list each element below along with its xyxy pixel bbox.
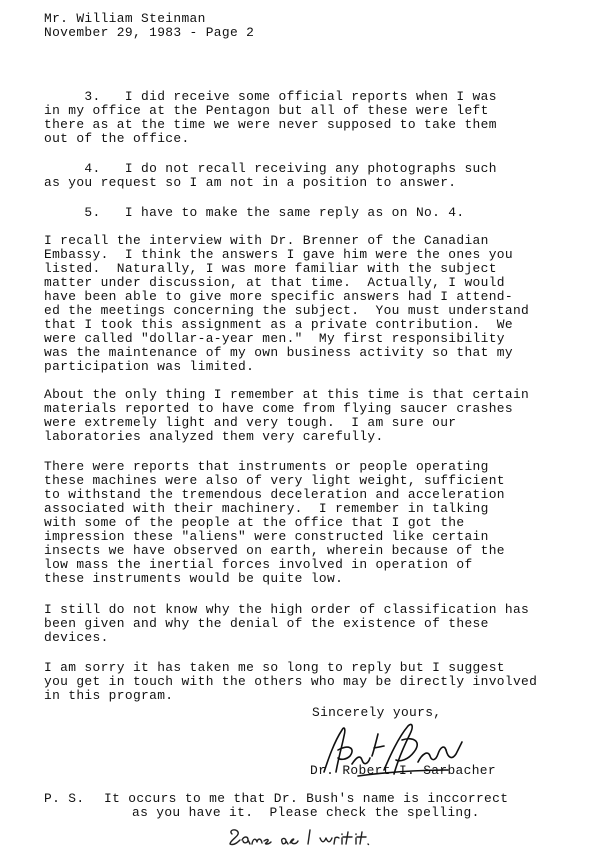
text-line: insects we have observed on earth, wherein because of the [44,543,505,558]
text-line: materials reported to have come from flying saucer crashes [44,401,513,416]
text-line: impression these "aliens" were constructed like certain [44,529,489,544]
text-line: associated with their machinery. I remember in talking [44,501,489,516]
date-page-line: November 29, 1983 - Page 2 [44,25,255,40]
text-line: was the maintenance of my own business activity so that my [44,345,513,360]
text-line: out of the office. [44,131,190,146]
text-line: with some of the people at the office that I got the [44,515,465,530]
text-line: listed. Naturally, I was more familiar with the subject [44,261,497,276]
text-line: in this program. [44,688,174,703]
text-line: I am sorry it has taken me so long to reply but I suggest [44,660,505,675]
recipient-line: Mr. William Steinman [44,11,206,26]
text-line: 5. I have to make the same reply as on No. 4. [44,205,465,220]
text-line: participation was limited. [44,359,255,374]
text-line: to withstand the tremendous deceleration and acceleration [44,487,505,502]
closing: Sincerely yours, [312,705,442,720]
text-line: in my office at the Pentagon but all of these were left [44,103,489,118]
text-line: I still do not know why the high order of classification has [44,602,530,617]
text-line: there as at the time we were never supposed to take them [44,117,497,132]
text-line: matter under discussion, at that time. Actually, I would [44,275,505,290]
text-line: as you request so I am not in a position to answer. [44,175,457,190]
text-line: these machines were also of very light weight, sufficient [44,473,505,488]
text-line: laboratories analyzed them very carefully. [44,429,384,444]
text-line: I recall the interview with Dr. Brenner of the Canadian [44,233,489,248]
handwritten-note [226,826,376,848]
text-line: low mass the inertial forces involved in operation of [44,557,473,572]
text-line: have been able to give more specific answers had I attend- [44,289,513,304]
text-line: ed the meetings concerning the subject. You must understand [44,303,530,318]
text-line: were extremely light and very tough. I am sure our [44,415,457,430]
text-line: 3. I did receive some official reports when I was [44,89,497,104]
postscript-line: as you have it. Please check the spelling. [132,805,480,820]
text-line: these instruments would be quite low. [44,571,344,586]
signature-name: Dr. Robert I. Sarbacher [310,763,496,778]
text-line: Embassy. I think the answers I gave him were the ones you [44,247,513,262]
text-line: 4. I do not recall receiving any photographs such [44,161,497,176]
text-line: About the only thing I remember at this time is that certain [44,387,530,402]
text-line: been given and why the denial of the existence of these [44,616,489,631]
text-line: you get in touch with the others who may be directly involved [44,674,538,689]
text-line: that I took this assignment as a private contribution. We [44,317,513,332]
postscript-label: P. S. [44,791,85,806]
text-line: were called "dollar-a-year men." My first responsibility [44,331,505,346]
text-line: There were reports that instruments or people operating [44,459,489,474]
text-line: devices. [44,630,109,645]
postscript-line: It occurs to me that Dr. Bush's name is inccorrect [104,791,509,806]
